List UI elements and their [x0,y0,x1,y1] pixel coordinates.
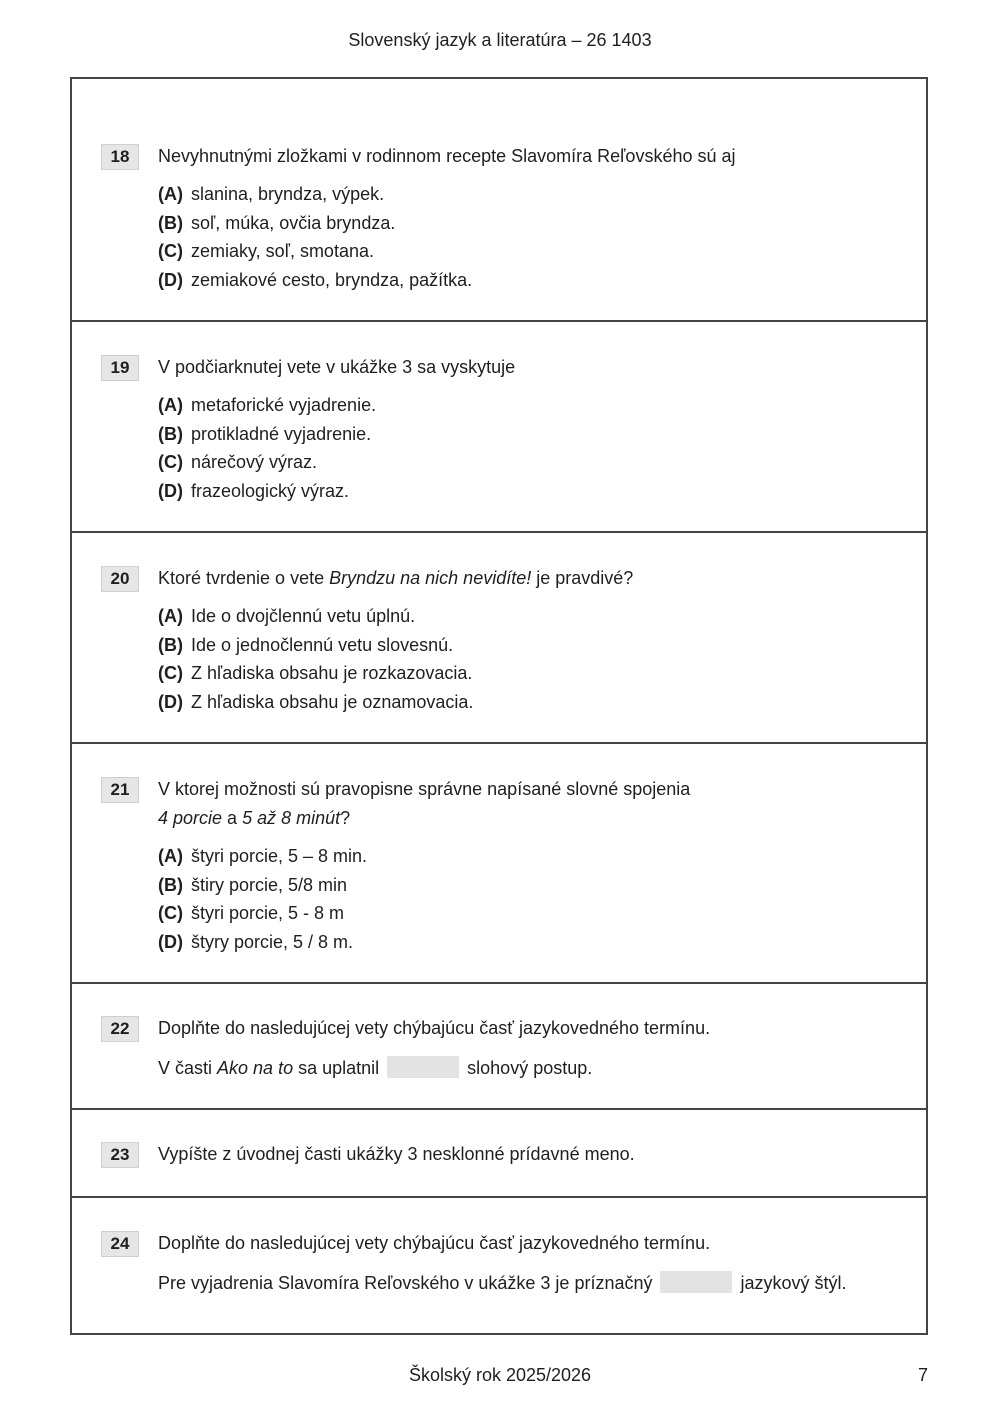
exam-frame [70,77,928,1335]
question-19 [72,320,926,532]
option-d[interactable]: (D) zemiakové cesto, bryndza, pažítka. [158,269,473,290]
answer-options [158,180,472,294]
option-a[interactable]: (A) slanina, bryndza, výpek. [158,184,385,204]
option-a[interactable]: (A) metaforické vyjadrenie. [158,395,377,415]
option-b[interactable]: (B) protikladné vyjadrenie. [158,423,372,444]
question-number: 19 [101,355,139,381]
question-number: 23 [101,1142,139,1168]
page-number: 7 [918,1365,929,1385]
question-number: 18 [101,144,139,170]
question-number: 24 [101,1231,139,1257]
question-22 [72,982,926,1109]
question-21 [72,742,926,983]
option-c[interactable]: (C) Z hľadiska obsahu je rozkazovacia. [158,663,473,683]
option-d[interactable]: (D) frazeologický výraz. [158,480,350,501]
fill-in-sentence: V časti Ako na to sa uplatnil slohový postup. [158,1058,593,1078]
question-number: 22 [101,1016,139,1042]
option-b[interactable]: (B) Ide o jednočlennú vetu slovesnú. [158,634,454,655]
question-text: Nevyhnutnými zložkami v rodinnom recepte Slavomíra Reľovského sú aj [158,146,736,166]
question-text: Ktoré tvrdenie o vete Bryndzu na nich nevidíte! je pravdivé? [158,568,634,588]
question-18 [72,79,926,321]
option-a[interactable]: (A) štyri porcie, 5 – 8 min. [158,846,368,866]
question-text: V ktorej možnosti sú pravopisne správne napísané slovné spojenia 4 porcie a 5 až 8 minút? [158,779,691,828]
question-23 [72,1108,926,1197]
answer-blank[interactable] [387,1056,459,1078]
answer-options [158,842,367,956]
option-d[interactable]: (D) štyry porcie, 5 / 8 m. [158,931,354,952]
option-b[interactable]: (B) soľ, múka, ovčia bryndza. [158,212,396,233]
answer-blank[interactable] [660,1271,732,1293]
question-text: Doplňte do nasledujúcej vety chýbajúcu časť jazykovedného termínu. [158,1233,711,1253]
answer-options [158,391,376,505]
question-20 [72,531,926,743]
option-a[interactable]: (A) Ide o dvojčlennú vetu úplnú. [158,606,416,626]
option-c[interactable]: (C) štyri porcie, 5 - 8 m [158,903,345,923]
fill-in-sentence: Pre vyjadrenia Slavomíra Reľovského v ukážke 3 je príznačný jazykový štýl. [158,1273,847,1293]
question-24 [72,1196,926,1335]
question-number: 21 [101,777,139,803]
question-text: Doplňte do nasledujúcej vety chýbajúcu časť jazykovedného termínu. [158,1018,711,1038]
school-year: Školský rok 2025/2026 [408,1365,592,1385]
page-header: Slovenský jazyk a literatúra – 26 1403 [348,30,652,50]
question-number: 20 [101,566,139,592]
option-c[interactable]: (C) nárečový výraz. [158,452,318,472]
option-c[interactable]: (C) zemiaky, soľ, smotana. [158,241,374,261]
option-d[interactable]: (D) Z hľadiska obsahu je oznamovacia. [158,691,474,712]
option-b[interactable]: (B) štiry porcie, 5/8 min [158,874,348,895]
question-text: Vypíšte z úvodnej časti ukážky 3 nesklonné prídavné meno. [158,1144,635,1164]
answer-options [158,602,473,716]
question-text: V podčiarknutej vete v ukážke 3 sa vyskytuje [158,357,516,377]
